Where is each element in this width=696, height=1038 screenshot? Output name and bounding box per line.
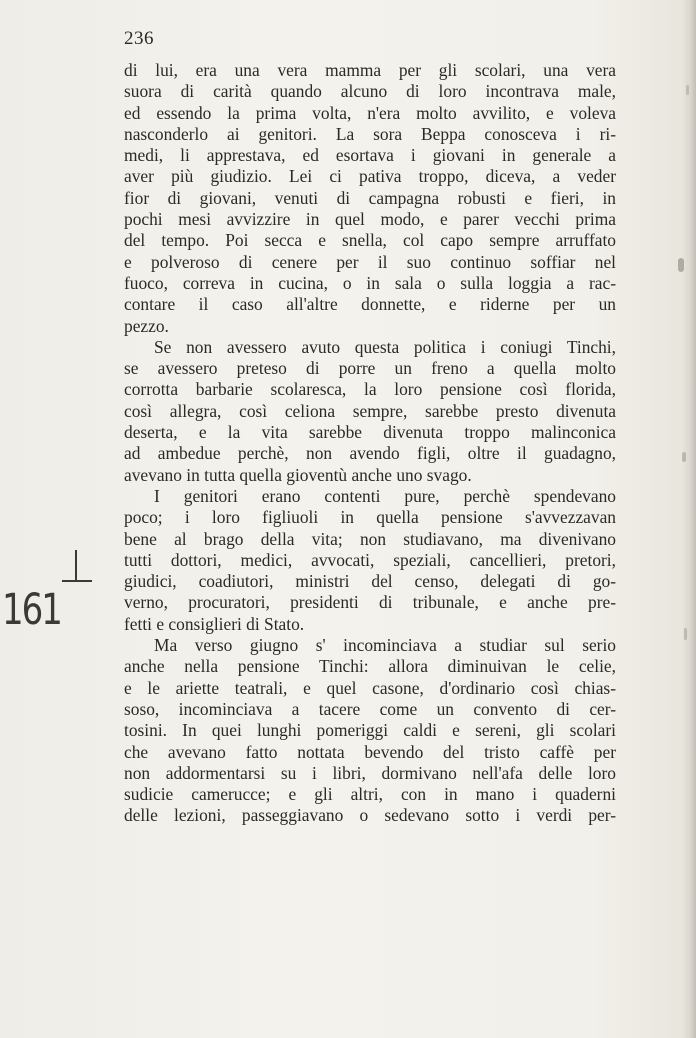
- text-line: Se non avessero avuto questa politica i coniugi Tinchi,: [154, 336, 616, 357]
- text-line: di lui, era una vera mamma per gli scolari, una vera: [124, 60, 616, 80]
- text-line: fetti e consiglieri di Stato.: [124, 613, 305, 634]
- text-line: e le ariette teatrali, e quel casone, d'ordinario così chias-: [124, 677, 616, 698]
- text-line: medi, li apprestava, ed esortava i giovani in generale a: [124, 145, 616, 166]
- text-line: tosini. In quei lunghi pomeriggi caldi e sereni, gli scolari: [124, 720, 616, 741]
- page-number: 236: [124, 28, 154, 49]
- text-line: sudicie camerucce; e gli altri, con in mano i quaderni: [124, 784, 616, 805]
- text-line: bene al brago della vita; non studiavano, ma divenivano: [124, 528, 616, 549]
- margin-handwritten-number: 161: [2, 585, 61, 635]
- text-line: aver più giudizio. Lei ci pativa troppo, diceva, a veder: [124, 166, 616, 187]
- page-edge-shadow: [682, 0, 696, 1038]
- text-line: del tempo. Poi secca e snella, col capo sempre arruffato: [124, 230, 616, 251]
- margin-pencil-mark: [60, 550, 94, 590]
- body-text: [124, 60, 616, 827]
- text-line: verno, procuratori, presidenti di tribunale, e anche pre-: [124, 592, 616, 613]
- text-line: pochi mesi avvizzire in quel modo, e parer vecchi prima: [124, 209, 616, 230]
- text-line: deserta, e la vita sarebbe divenuta troppo malinconica: [124, 422, 616, 443]
- text-line: pezzo.: [124, 315, 169, 336]
- text-line: poco; i loro figliuoli in quella pensione s'avvezzavan: [124, 507, 616, 528]
- text-line: ad ambedue perchè, non avendo figli, oltre il guadagno,: [124, 443, 616, 464]
- text-line: giudici, coadiutori, ministri del censo, delegati di go-: [124, 571, 616, 592]
- text-line: fior di giovani, venuti di campagna robusti e fieri, in: [124, 187, 616, 208]
- text-line: delle lezioni, passeggiavano o sedevano sotto i verdi per-: [124, 805, 616, 826]
- text-line: corrotta barbarie scolaresca, la loro pensione così florida,: [124, 379, 616, 400]
- text-line: non addormentarsi su i libri, dormivano nell'afa delle loro: [124, 762, 616, 783]
- text-line: ed essendo la prima volta, n'era molto avvilito, e voleva: [124, 102, 616, 123]
- text-line: Ma verso giugno s' incominciava a studiar sul serio: [154, 635, 616, 656]
- text-line: e polveroso di cenere per il suo continuo soffiar nel: [124, 251, 616, 272]
- text-line: fuoco, correva in cucina, o in sala o sulla loggia a rac-: [124, 272, 616, 293]
- edge-speck: [684, 628, 687, 640]
- text-line: soso, incominciava a tacere come un convento di cer-: [124, 698, 616, 719]
- text-line: I genitori erano contenti pure, perchè spendevano: [154, 485, 616, 506]
- edge-speck: [678, 258, 684, 272]
- text-line: tutti dottori, medici, avvocati, speziali, cancellieri, pretori,: [124, 549, 616, 570]
- text-line: avevano in tutta quella gioventù anche uno svago.: [124, 464, 472, 485]
- text-line: contare il caso all'altre donnette, e riderne per un: [124, 294, 616, 315]
- text-line: se avessero preteso di porre un freno a quella molto: [124, 358, 616, 379]
- edge-speck: [686, 85, 689, 95]
- text-line: anche nella pensione Tinchi: allora diminuivan le celie,: [124, 656, 616, 677]
- text-line: suora di carità quando alcuno di loro incontrava male,: [124, 81, 616, 102]
- text-line: così allegra, così celiona sempre, sarebbe presto divenuta: [124, 400, 616, 421]
- text-line: che avevano fatto nottata bevendo del tristo caffè per: [124, 741, 616, 762]
- text-line: nasconderlo ai genitori. La sora Beppa conosceva i ri-: [124, 123, 616, 144]
- edge-speck: [682, 452, 686, 462]
